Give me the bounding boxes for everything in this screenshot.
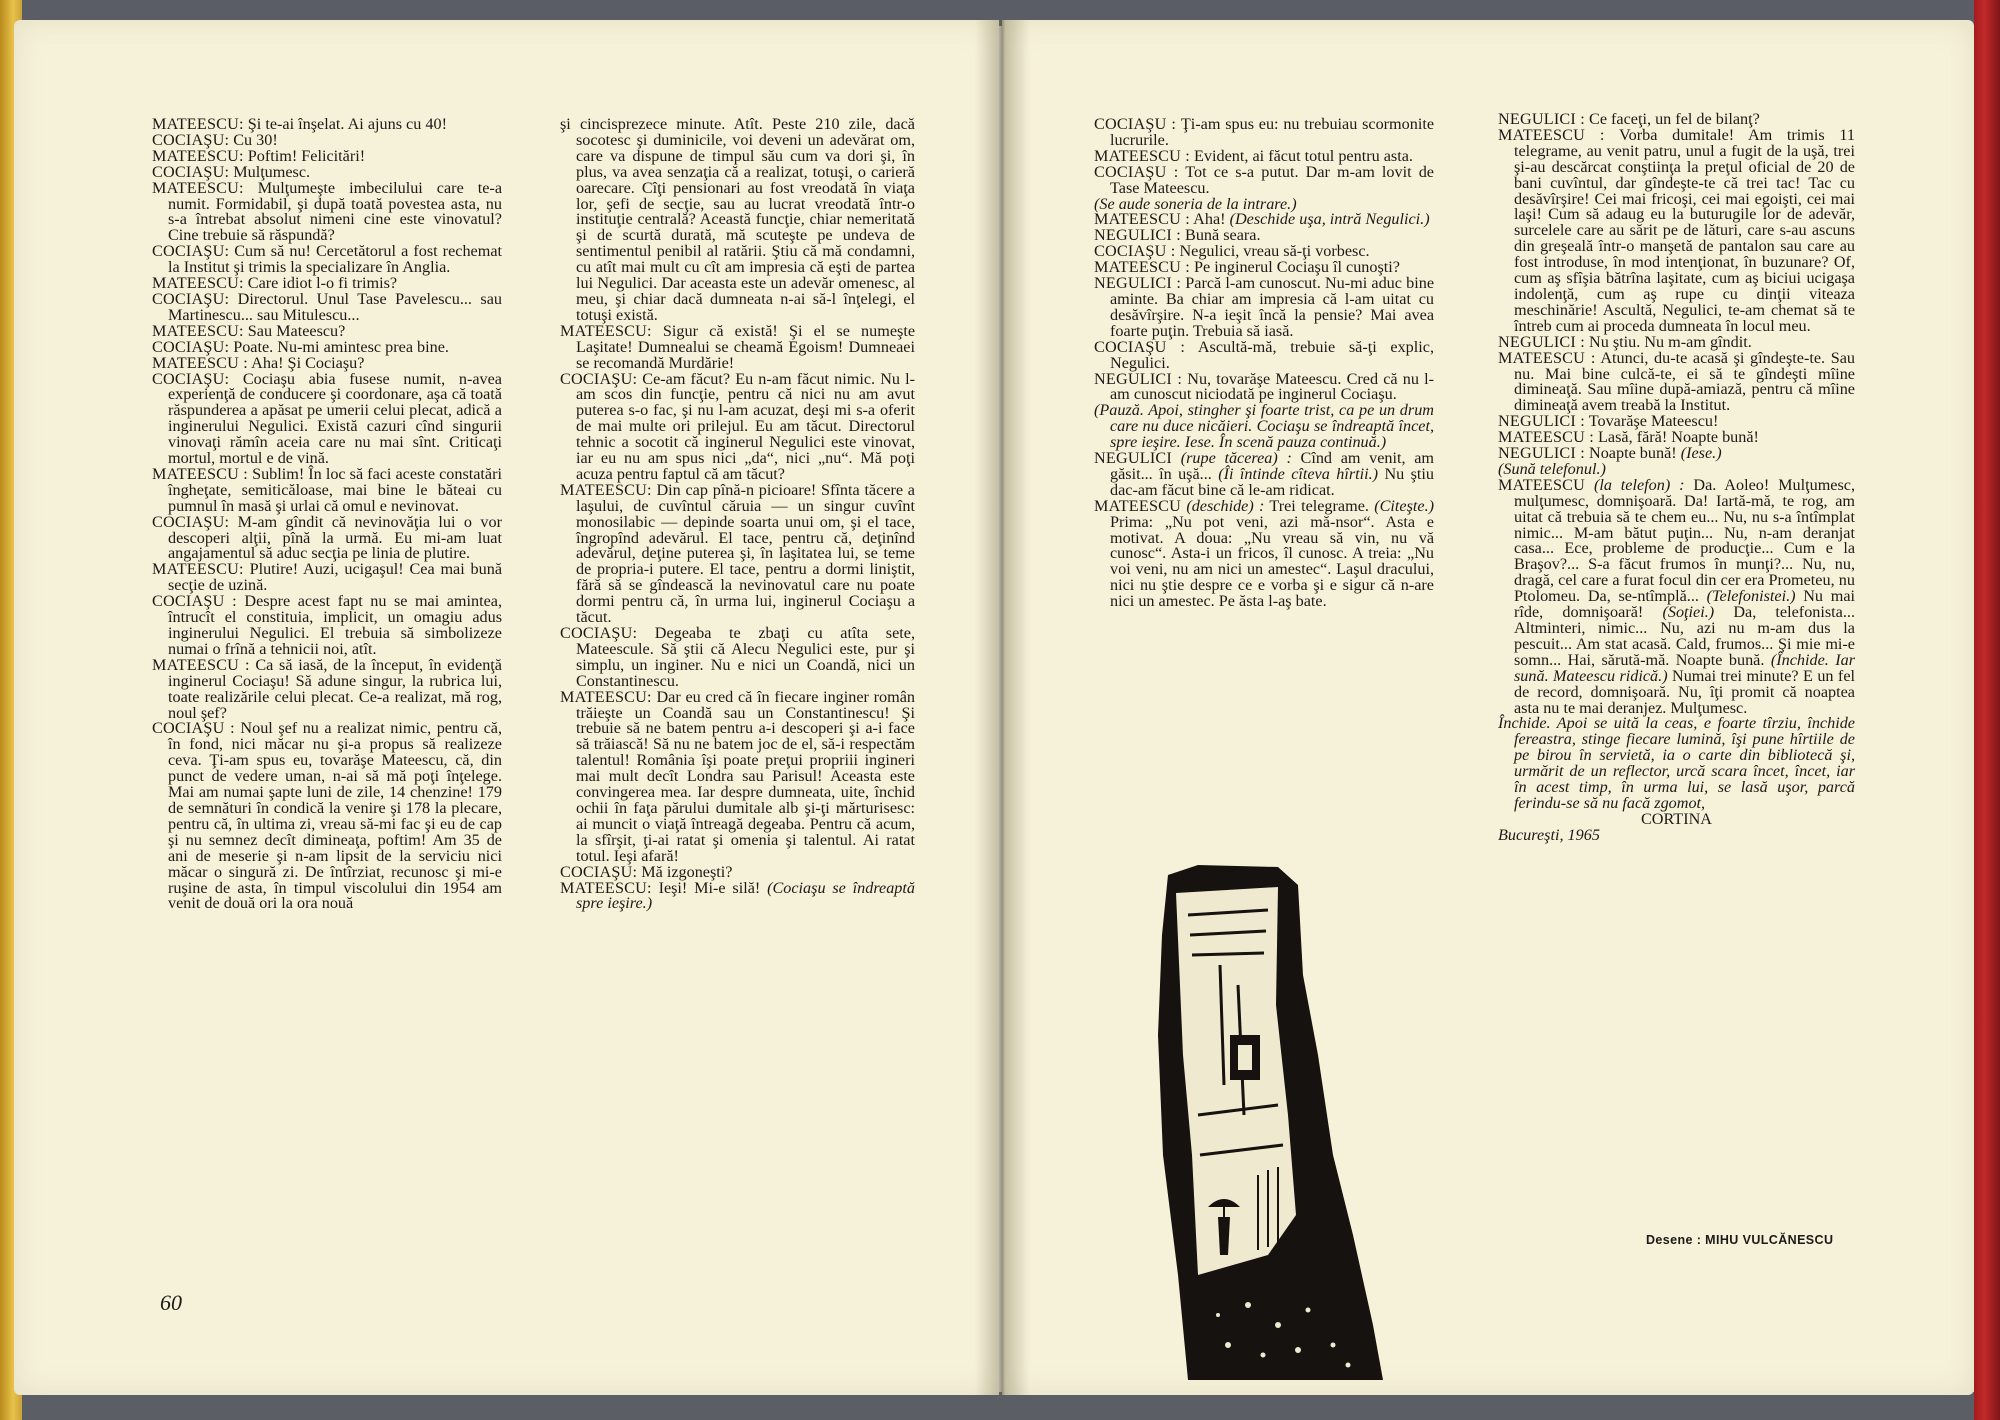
speaker-name: COCIAŞU: bbox=[152, 130, 230, 149]
dialogue-line bbox=[152, 244, 502, 276]
stage-direction: (rupe tăcerea) : bbox=[1180, 449, 1292, 468]
speaker-name: MATEESCU : bbox=[1498, 428, 1594, 447]
dialogue-text: Mulţumeşte imbecilului care te-a numit. Formidabil, şi după toată povestea asta, nu s-a întrebat absolut nimeni cine este vinovatul? Cine trebuie să răspundă? bbox=[168, 178, 503, 245]
speaker-name: MATEESCU : bbox=[152, 353, 248, 372]
stage-direction: (Citeşte.) bbox=[1374, 496, 1435, 515]
dialogue-text: Despre acest fapt nu se mai amintea, întrucît el constituia, implicit, un omagiu adus inginerului Negulici. El trebuia să simbolizeze numai o frînă a tehnicii noi, atît. bbox=[168, 592, 503, 658]
dialogue-line bbox=[1094, 369, 1435, 404]
dialogue-text: Cînd am venit, am găsit... în uşă... bbox=[1110, 449, 1435, 483]
speaker-name: MATEESCU: bbox=[152, 560, 244, 579]
stage-direction: (Închide. Iar sună. Mateescu ridică.) bbox=[1514, 650, 1855, 685]
dialogue-text: Tovarăşe Mateescu! bbox=[1588, 412, 1719, 431]
dialogue-text: Negulici, vreau să-ţi vorbesc. bbox=[1179, 242, 1370, 261]
dialogue-line bbox=[152, 562, 502, 594]
dialogue-text: Numai trei minute? E un fel de record, domnişoară. Nu, îţi promit că noaptea asta nu te mai deranjez. Mulţumesc. bbox=[1514, 666, 1856, 717]
illustration-credit: Desene : MIHU VULCĂNESCU bbox=[1646, 1233, 1834, 1247]
dialogue-text: Sigur că există! Şi el se numeşte Laşitate! Dumnealui se cheamă Egoism! Dumneaei se recomandă Murdărie! bbox=[576, 321, 915, 372]
stage-direction: (Soţiei.) bbox=[1662, 603, 1715, 622]
speaker-name: MATEESCU bbox=[1094, 496, 1182, 515]
dialogue-text: Atunci, du-te acasă şi gîndeşte-te. Sau nu. Mai bine culcă-te, ei să te gîndeşti mîine dimineaţă. Sau mîine după-amiază, pentru că mîine dimineaţă avem treabă la Institut. bbox=[1514, 348, 1855, 415]
dialogue-text: Da. Aoleo! Mulţumesc, mulţumesc, domnişoară. Da! Iartă-mă, te rog, am uitat că trebuia să te chem eu... Nu, nu s-a întîmplat nimic... M-am bătut puţin... Nu, n-am deranjat casa... Ece, probleme de producţie... Cum e la Braşov?... S-a făcut frumos în munţi?... Nu, nu, dragă, cel care a furat focul din cer era Prometeu, nu Ptolomeu. Da, se-ntîmplă... bbox=[1514, 475, 1856, 606]
speaker-name: COCIAŞU : bbox=[152, 592, 237, 611]
speaker-name: COCIAŞU : bbox=[1094, 337, 1186, 356]
dialogue-text: Tot ce s-a putut. Dar m-am lovit de Tase Mateescu. bbox=[1110, 162, 1434, 197]
dialogue-text: Ca să iasă, de la început, în evidenţă inginerul Cociaşu! Să adune singur, la rubrica lui, toate realizările celui plecat. Ce-a realizat, mă rog, noul şef? bbox=[168, 655, 502, 722]
speaker-name: COCIAŞU: bbox=[152, 162, 230, 181]
speaker-name: NEGULICI bbox=[1094, 449, 1173, 468]
book-cover-bottom bbox=[0, 1392, 2000, 1420]
speaker-name: MATEESCU : bbox=[1094, 146, 1190, 165]
dialogue-line bbox=[152, 594, 502, 658]
speaker-name: MATEESCU : bbox=[1498, 348, 1596, 367]
dialogue-text: Ascultă-mă, trebuie să-ţi explic, Negulici. bbox=[1110, 337, 1434, 372]
speaker-name: NEGULICI : bbox=[1498, 332, 1585, 351]
stage-direction: (Deschide uşa, intră Negulici.) bbox=[1229, 210, 1430, 229]
dialogue-line bbox=[560, 480, 915, 627]
book-edge-right bbox=[1974, 0, 2000, 1420]
speaker-name: MATEESCU : bbox=[152, 464, 248, 483]
dialogue-line bbox=[152, 721, 502, 912]
dialogue-line bbox=[560, 321, 915, 372]
dialogue-text: Poftim! Felicitări! bbox=[247, 146, 366, 165]
stage-direction: (la telefon) : bbox=[1593, 475, 1685, 494]
dialogue-text: Dar eu cred că în fiecare inginer român trăieşte un Coandă sau un Constantinescu! Şi trebuie să ne batem pentru a-i descoperi şi a-i face să trăiască! Să nu ne batem joc de el, să-i respectăm talentul! România îşi poate preţui propriii ingineri mai mult decît Londra sau Parisul! Aceasta este convingerea mea. Iar despre dumneata, uite, închid ochii în faţa părului dumitale alb şi-ţi mărturisesc: ai muncit o viaţă întreagă degeaba. Pentru că acum, la sfîrşit, ţi-ai ratat şi omenia şi talentul. Ai ratat totul. Ieşi afară! bbox=[576, 687, 915, 865]
dialogue-text: Noul şef nu a realizat nimic, pentru că, în fond, nici măcar nu şi-a propus să realizeze ceva. Ţi-am spus eu, tovarăşe Mateescu, că, din punct de vedere uman, n-ai să mă poţi înţelege. Mai am numai şapte luni de zile, 14 chenzine! 179 de semnături în condică la venire şi 178 la plecare, pentru că, în ultima zi, vreau să-mi fac şi eu de cap şi nu semnez decît dimineaţa, poftim! Am 35 de ani de meserie şi n-am lipsit de la serviciu nici măcar o singură zi. De întîrziat, recunosc şi mi-e ruşine de asta, în timpul viscolului din 1954 am venit de două ori la ora nouă bbox=[168, 719, 503, 913]
dialogue-text: Prima: „Nu pot veni, azi mă-nsor“. Asta e motivat. A doua: „Nu vreau să vin, nu vă cunosc“. Asta-i un fricos, îl cunosc. A treia: „Nu voi veni, nu am nici un amestec“. Laşul dracului, nici nu ştie despre ce e vorba şi e sigur că n-are nici un amestec. Pe ăsta l-aş bate. bbox=[1110, 512, 1434, 611]
dialogue-line bbox=[1094, 451, 1434, 499]
dialogue-line bbox=[1498, 125, 1855, 335]
dialogue-text: Ce-am făcut? Eu n-am făcut nimic. Nu l-am scos din funcţie, pentru că nici nu am avut puterea s-o fac, şi nu l-am acuzat, deşi mi s-a oferit de mai multe ori prilejul. Eu am tăcut. Directorul tehnic a socotit că inginerul Negulici este vinovat, iar eu nu am spus nici „da“, nici „nu“. Mă poţi acuza pentru faptul că am tăcut? bbox=[576, 369, 915, 483]
dialogue-line bbox=[560, 117, 915, 324]
dialogue-line bbox=[560, 687, 915, 865]
dialogue-text: Ieşi! Mi-e silă! bbox=[658, 878, 761, 897]
dialogue-line bbox=[152, 369, 502, 468]
dialogue-text: Da, telefonista... Altminteri, nimic... Nu, azi nu m-am dus la pescuit... Am stat acasă. Cald, frumos... Şi mie mi-e somn... Hai, sărută-mă. Noapte bună. bbox=[1514, 603, 1855, 669]
speaker-name: NEGULICI : bbox=[1498, 444, 1585, 463]
dialogue-text: Mulţumesc. bbox=[233, 162, 311, 181]
stage-direction: (Telefonistei.) bbox=[1706, 587, 1796, 606]
dialogue-text: Bună seara. bbox=[1185, 226, 1261, 245]
dialogue-text: Aha! Şi Cociaşu? bbox=[251, 353, 365, 372]
speaker-name: MATEESCU : bbox=[1094, 258, 1190, 277]
dialogue-line bbox=[1498, 348, 1855, 415]
dialogue-text: Care idiot l-o fi trimis? bbox=[247, 274, 398, 293]
speaker-name: MATEESCU: bbox=[152, 115, 244, 133]
speaker-name: MATEESCU : bbox=[152, 655, 250, 674]
dialogue-text: Pe inginerul Cociaşu îl cunoşti? bbox=[1194, 258, 1400, 277]
dialogue-line bbox=[560, 878, 915, 913]
speaker-name: NEGULICI : bbox=[1498, 110, 1585, 128]
speaker-name: COCIAŞU : bbox=[1094, 242, 1176, 261]
dialogue-text: Lasă, fără! Noapte bună! bbox=[1598, 428, 1759, 447]
dialogue-text: M-am gîndit că nevinovăţia lui o vor descoperi alţii, pînă la urmă. Eu mi-am luat angajamentul să aduc secţia pe linia de plutire. bbox=[168, 512, 503, 563]
dialogue-line bbox=[560, 369, 915, 483]
stage-direction: (Se aude soneria de la intrare.) bbox=[1094, 194, 1297, 213]
dialogue-line bbox=[152, 178, 503, 245]
dialogue-text: Noapte bună! bbox=[1589, 444, 1677, 463]
speaker-name: MATEESCU: bbox=[560, 687, 652, 706]
dialogue-line bbox=[1094, 117, 1434, 149]
speaker-name: COCIAŞU: bbox=[560, 369, 638, 388]
right-page-column-1 bbox=[1094, 117, 1434, 610]
stage-direction: (Cociaşu se îndreaptă spre ieşire.) bbox=[576, 878, 915, 913]
speaker-name: NEGULICI : bbox=[1498, 412, 1585, 431]
page-number: 60 bbox=[160, 1290, 182, 1315]
dialogue-text: Sau Mateescu? bbox=[247, 321, 346, 340]
dialogue-line bbox=[1094, 403, 1434, 451]
speaker-name: NEGULICI : bbox=[1094, 274, 1182, 293]
stage-direction: (deschide) : bbox=[1186, 496, 1265, 515]
dialogue-text: Ce faceţi, un fel de bilanţ? bbox=[1589, 110, 1760, 128]
dialogue-line bbox=[152, 512, 503, 563]
dialogue-text: Nu ştiu. Nu m-am gîndit. bbox=[1589, 332, 1752, 351]
dialogue-line bbox=[1094, 276, 1434, 340]
stage-direction: (Pauză. Apoi, stingher şi foarte trist, ca pe un drum care nu duce nicăieri. Cociaşu se îndreaptă încet, spre ieşire. Iese. În scenă pauza continuă.) bbox=[1094, 401, 1434, 452]
dialogue-text: Directorul. Unul Tase Pavelescu... sau Martinescu... sau Mitulescu... bbox=[168, 289, 502, 324]
speaker-name: COCIAŞU: bbox=[152, 512, 230, 531]
right-page-column-2 bbox=[1498, 112, 1855, 844]
speaker-name: COCIAŞU: bbox=[560, 862, 638, 881]
left-page-column-2 bbox=[560, 117, 915, 912]
curtain-text: CORTINA bbox=[1641, 809, 1712, 828]
dialogue-text: Degeaba te zbaţi cu atîta sete, Mateescule. Să ştii că Alecu Negulici este, pur şi simplu, un inginer. Nu e nici un Coandă, nici un Constantinescu. bbox=[576, 624, 915, 690]
speaker-name: MATEESCU: bbox=[152, 146, 244, 165]
speaker-name: MATEESCU: bbox=[152, 274, 244, 293]
dialogue-text: Trei telegrame. bbox=[1269, 496, 1369, 515]
dialogue-text: Mă izgoneşti? bbox=[641, 862, 733, 881]
stage-direction: Închide. Apoi se uită la ceas, e foarte tîrziu, închide fereastra, stinge fiecare lumină, îşi pune hîrtiile de pe birou în servietă, ia o carte din bibliotecă şi, urmărit de un reflector, urcă scara încet, încet, iar în acest timp, în urma lui, se lasă uşor, parcă ferindu-se să nu facă zgomot, bbox=[1498, 714, 1855, 812]
speaker-name: COCIAŞU: bbox=[152, 242, 230, 261]
dialogue-text: Cu 30! bbox=[233, 130, 278, 149]
dialogue-text: Vorba dumitale! Am trimis 11 telegrame, au venit patru, unul a fugit de la uşă, trei şi-au descărcat conştiinţa la preţul oficial de 20 de bani cuvîntul, dar gîndeşte-te că trei tac! Tac cu desăvîrşire! Cei mai fricoşi, cei mai egoişti, cei mai laşi! Cum să adaug eu la buturugile lor de adevăr, surcelele care au sărit pe de lături, care s-au ascuns din greşeală într-o manşetă de pantalon sau care au fost introduse, în mod intenţionat, în buzunare? Of, cum aş sfîşia bătrîna laşitate, cum aş biciui ucigaşa indolenţă, cum aş rupe cu dinţii viteaza meschinărie! Ascultă, Negulici, te-am chemat să te întreb cum ai proceda dumneata în locul meu. bbox=[1514, 125, 1855, 335]
speaker-name: COCIAŞU : bbox=[1094, 115, 1177, 133]
speaker-name: MATEESCU : bbox=[1094, 210, 1190, 229]
dialogue-text: Nu ştiu dac-am făcut bine că le-am ridicat. bbox=[1110, 464, 1434, 499]
speaker-name: MATEESCU : bbox=[1498, 125, 1605, 144]
dialogue-text: Din cap pînă-n picioare! Sfînta tăcere a laşului, de cuvîntul căruia — un singur cuvînt monosilabic — depinde soarta unui om, şi el tace, îngropînd adevărul. El tace, pentru că, deţinînd adevărul, deţine puterea şi, în laşitatea lui, se teme de propria-i putere. El tace, pentru a dormi liniştit, fără să se gîndească la nevinovatul care nu poate dormi pentru că, în urma lui, inginerul Cociaşu a tăcut. bbox=[576, 480, 915, 627]
speaker-name: NEGULICI : bbox=[1094, 226, 1181, 245]
dialogue-text: Ţi-am spus eu: nu trebuiau scormonite lucrurile. bbox=[1110, 115, 1435, 149]
place-date: Bucureşti, 1965 bbox=[1498, 825, 1600, 844]
stage-direction: (Iese.) bbox=[1680, 444, 1722, 463]
book-gutter bbox=[975, 20, 1030, 1395]
dialogue-text: Evident, ai făcut totul pentru asta. bbox=[1194, 146, 1413, 165]
stage-direction: (Îi întinde cîteva hîrtii.) bbox=[1218, 464, 1379, 483]
speaker-name: NEGULICI : bbox=[1094, 369, 1183, 388]
dialogue-text: şi cincisprezece minute. Atît. Peste 210 zile, dacă socotesc şi duminicile, voi deveni un adevărat om, care va dispune de timpul său cum va dori şi, în plus, va avea senzaţia că a realizat, totuşi, o carieră oarecare. Cîţi pensionari au fost vreodată în viaţa lor, şefi de secţie, sau au lucrat vreodată într-o instituţie centrală? Această funcţie, chiar nemeritată şi de scurtă durată, mă scuteşte pe undeva de sentimentul penibil al ratării. Ştiu că mă condamni, cu atît mai mult cu cît am impresia că eşti de partea lui Negulici. Dar aceasta este un adevăr omenesc, al meu, şi chiar dacă dumneata n-ai să-l înţelegi, el totuşi există. bbox=[560, 115, 915, 324]
dialogue-text: Poate. Nu-mi amintesc prea bine. bbox=[233, 337, 449, 356]
speaker-name: MATEESCU: bbox=[560, 878, 652, 897]
dialogue-text: Cum să nu! Cercetătorul a fost rechemat la Institut şi trimis la specializare în Anglia. bbox=[168, 242, 502, 277]
dialogue-text: Şi te-ai înşelat. Ai ajuns cu 40! bbox=[247, 115, 447, 133]
dialogue-text: Nu mai rîde, domnişoară! bbox=[1514, 587, 1856, 622]
dialogue-line bbox=[560, 626, 915, 690]
speaker-name: MATEESCU: bbox=[560, 321, 652, 340]
woodcut-illustration bbox=[1128, 855, 1388, 1380]
speaker-name: COCIAŞU: bbox=[560, 624, 638, 642]
dialogue-line bbox=[1094, 337, 1434, 372]
speaker-name: COCIAŞU: bbox=[152, 369, 230, 388]
dialogue-text: Nu, tovarăşe Mateescu. Cred că nu l-am cunoscut niciodată pe inginerul Cociaşu. bbox=[1110, 369, 1435, 404]
speaker-name: MATEESCU bbox=[1498, 475, 1586, 494]
stage-direction: (Sună telefonul.) bbox=[1498, 459, 1606, 478]
speaker-name: COCIAŞU: bbox=[152, 337, 230, 356]
dialogue-text: Plutire! Auzi, ucigaşul! Cea mai bună secţie de uzină. bbox=[168, 560, 503, 595]
dialogue-line bbox=[152, 289, 502, 324]
dialogue-text: Aha! bbox=[1193, 210, 1226, 229]
speaker-name: MATEESCU: bbox=[152, 321, 244, 340]
dialogue-line bbox=[152, 464, 502, 515]
dialogue-text: Sublim! În loc să faci aceste constatări îngheţate, semiticăloase, mai bine le băteai cu pumnul în masă şi urlai că omul e nevinovat. bbox=[168, 464, 502, 515]
dialogue-line bbox=[152, 655, 502, 722]
dialogue-line bbox=[1498, 475, 1856, 717]
speaker-name: MATEESCU: bbox=[152, 178, 244, 197]
dialogue-line bbox=[1498, 825, 1855, 844]
dialogue-line bbox=[1094, 496, 1435, 611]
speaker-name: COCIAŞU: bbox=[152, 289, 230, 308]
dialogue-text: Cociaşu abia fusese numit, n-avea experienţă de conducere şi coordonare, aşa că toată răspunderea a apăsat pe umerii celui plecat, adică a inginerului Negulici. Există cazuri cînd singurii vinovaţi rămîn aceia care nu mai sînt. Criticaţi mortul, mortul e de vină. bbox=[168, 369, 502, 468]
speaker-name: COCIAŞU : bbox=[1094, 162, 1179, 181]
left-page-column-1 bbox=[152, 117, 502, 912]
speaker-name: MATEESCU: bbox=[560, 480, 652, 499]
dialogue-line bbox=[1094, 162, 1434, 197]
speaker-name: COCIAŞU : bbox=[152, 719, 235, 738]
dialogue-line bbox=[1498, 716, 1855, 811]
dialogue-text: Parcă l-am cunoscut. Nu-mi aduc bine aminte. Ba chiar am impresia că l-am uitat cu desăvîrşire. N-a ieşit încă la pensie? Mai avea foarte puţin. Trebuia să iasă. bbox=[1110, 274, 1435, 340]
